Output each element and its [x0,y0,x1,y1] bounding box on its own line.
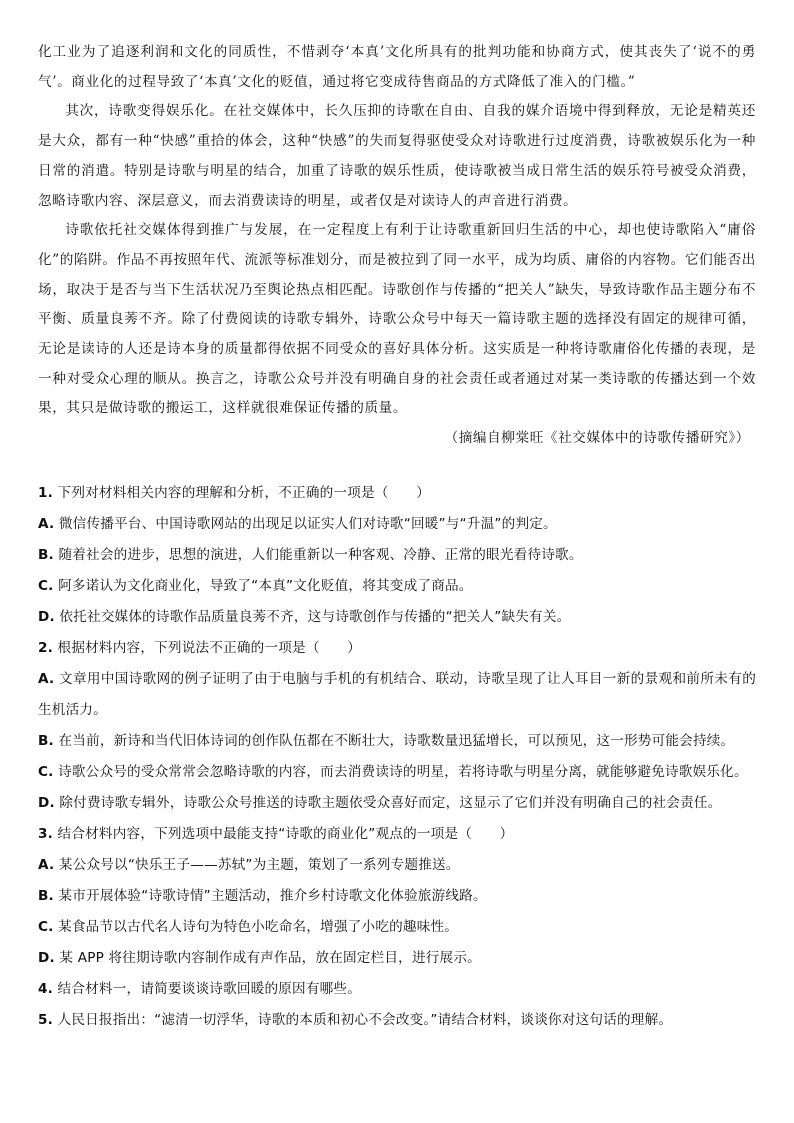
question-list [38,478,756,1036]
question-3-option-c [38,912,756,943]
question-1-option-a [38,509,756,540]
reading-passage [38,38,756,454]
passage-paragraph-1: 化工业为了追逐利润和文化的同质性，不惜剥夺‘本真’文化所具有的批判功能和协商方式，使其丧失了‘说不的勇气’。商业化的过程导致了‘本真’文化的贬值，通过将它变成待售商品的方式降低了准入的门槛。” [38,44,756,90]
option-letter: A. [38,516,55,532]
question-3-option-a [38,850,756,881]
option-letter: C. [38,919,54,935]
option-letter: B. [38,547,54,563]
question-1-option-d [38,602,756,633]
option-text: 除付费诗歌专辑外，诗歌公众号推送的诗歌主题依受众喜好而定，这显示了它们并没有明确自己的社会责任。 [54,795,722,811]
option-letter: B. [38,888,54,904]
question-2-option-d [38,788,756,819]
option-letter: C. [38,578,54,594]
question-3 [38,819,756,850]
option-text: 依托社交媒体的诗歌作品质量良莠不齐，这与诗歌创作与传播的“把关人”缺失有关。 [54,609,571,625]
option-letter: D. [38,795,55,811]
passage-citation: （摘编自柳棠旺《社交媒体中的诗歌传播研究》） [444,430,750,447]
option-text: 某市开展体验“诗歌诗情”主题活动，推介乡村诗歌文化体验旅游线路。 [53,888,487,904]
question-5 [38,1005,756,1036]
option-text: 某 APP 将往期诗歌内容制作成有声作品，放在固定栏目，进行展示。 [54,950,481,966]
question-stem: 根据材料内容，下列说法不正确的一项是（ ） [53,640,362,656]
option-text: 随着社会的进步，思想的演进，人们能重新以一种客观、冷静、正常的眼光看待诗歌。 [53,547,583,563]
question-1-option-b [38,540,756,571]
option-text: 文章用中国诗歌网的例子证明了由于电脑与手机的有机结合、联动，诗歌呈现了让人耳目一新的景观和前所未有的生机活力。 [38,671,756,718]
question-2 [38,633,756,664]
option-text: 某食品节以古代名人诗句为特色小吃命名，增强了小吃的趣味性。 [53,919,459,935]
question-2-option-a [38,664,756,726]
option-text: 某公众号以“快乐王子——苏轼”为主题，策划了一系列专题推送。 [54,857,460,873]
question-stem: 结合材料内容，下列选项中最能支持“诗歌的商业化”观点的一项是（ ） [53,826,514,842]
question-number: 3. [38,826,54,842]
question-3-option-b [38,881,756,912]
option-letter: D. [38,609,55,625]
question-stem: 下列对材料相关内容的理解和分析，不正确的一项是（ ） [53,485,430,501]
question-2-option-c [38,757,756,788]
option-letter: A. [38,671,55,687]
question-3-option-d [38,943,756,974]
option-text: 微信传播平台、中国诗歌网站的出现足以证实人们对诗歌“回暖”与“升温”的判定。 [54,516,557,532]
question-2-option-b [38,726,756,757]
question-1-option-c [38,571,756,602]
question-stem: 人民日报指出：“滤清一切浮华，诗歌的本质和初心不会改变。”请结合材料，谈谈你对这句话的理解。 [53,1012,673,1028]
passage-paragraph-3: 诗歌依托社交媒体得到推广与发展，在一定程度上有利于让诗歌重新回归生活的中心，却也使诗歌陷入“庸俗化”的陷阱。作品不再按照年代、流派等标准划分，而是被拉到了同一水平，成为均质、庸俗的内容物。它们能否出场，取决于是否与当下生活状况乃至舆论热点相匹配。诗歌创作与传播的“把关人”缺失，导致诗歌作品主题分布不平衡、质量良莠不齐。除了付费阅读的诗歌专辑外，诗歌公众号中每天一篇诗歌主题的选择没有固定的规律可循，无论是读诗的人还是诗本身的质量都得依据不同受众的喜好具体分析。这实质是一种将诗歌庸俗化传播的表现，是一种对受众心理的顺从。换言之，诗歌公众号并没有明确自身的社会责任或者通过对某一类诗歌的传播达到一个效果，其只是做诗歌的搬运工，这样就很难保证传播的质量。 [38,222,756,417]
question-number: 2. [38,640,54,656]
question-number: 5. [38,1012,54,1028]
option-text: 阿多诺认为文化商业化，导致了“本真”文化贬值，将其变成了商品。 [53,578,473,594]
option-letter: D. [38,950,55,966]
question-stem: 结合材料一，请简要谈谈诗歌回暖的原因有哪些。 [53,981,362,997]
question-number: 1. [38,485,54,501]
option-text: 在当前，新诗和当代旧体诗词的创作队伍都在不断壮大，诗歌数量迅猛增长，可以预见，这一形势可能会持续。 [53,733,735,749]
option-text: 诗歌公众号的受众常常会忽略诗歌的内容，而去消费读诗的明星，若将诗歌与明星分离，就能够避免诗歌娱乐化。 [53,764,748,780]
option-letter: B. [38,733,54,749]
passage-paragraph-2: 其次，诗歌变得娱乐化。在社交媒体中，长久压抑的诗歌在自由、自我的媒介语境中得到释放，无论是精英还是大众，都有一种“快感”重拾的体会，这种“快感”的失而复得驱使受众对诗歌进行过度消费，诗歌被娱乐化为一种日常的消遣。特别是诗歌与明星的结合，加重了诗歌的娱乐性质，使诗歌被当成日常生活的娱乐符号被受众消费，忽略诗歌内容、深层意义，而去消费读诗的明星，或者仅是对读诗人的声音进行消费。 [38,103,756,209]
option-letter: A. [38,857,55,873]
question-1 [38,478,756,509]
question-number: 4. [38,981,54,997]
question-4 [38,974,756,1005]
option-letter: C. [38,764,54,780]
